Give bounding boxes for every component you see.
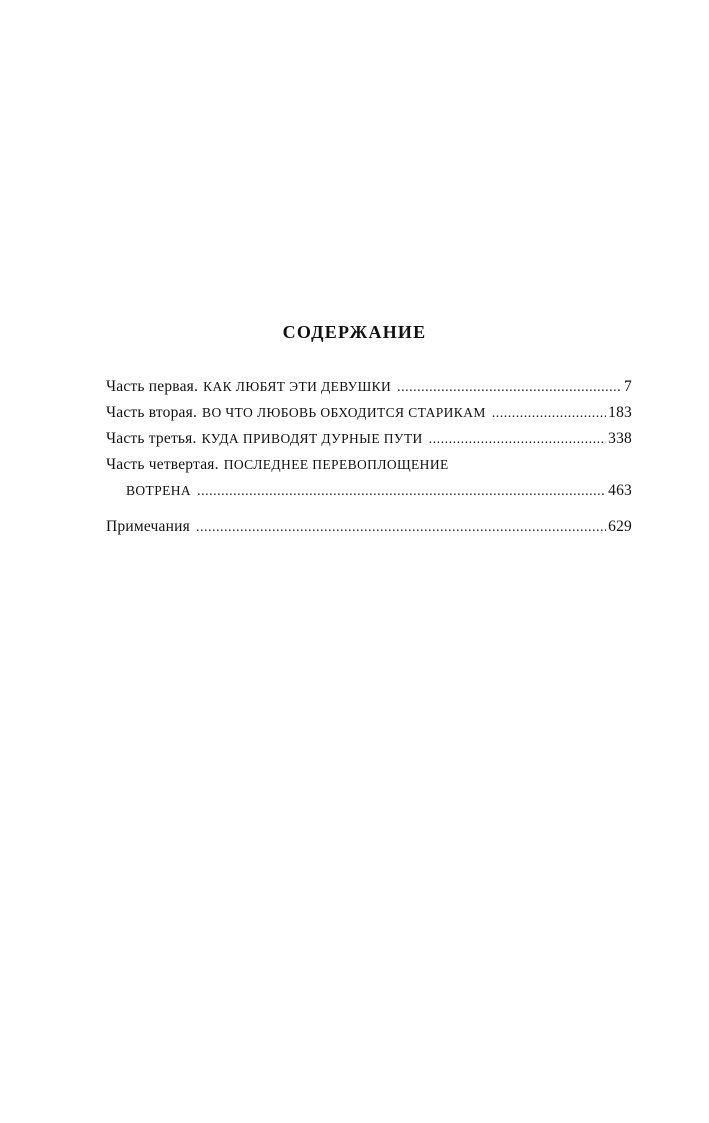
toc-part-label: Часть третья. bbox=[106, 430, 197, 447]
toc-part-label: Часть четвертая. bbox=[106, 456, 219, 473]
dot-leader bbox=[429, 427, 606, 453]
dot-leader bbox=[196, 515, 606, 541]
toc-entry-part-1[interactable] bbox=[106, 374, 632, 400]
toc-page-number: 183 bbox=[608, 404, 632, 421]
dot-leader bbox=[197, 479, 606, 505]
toc-page-number: 629 bbox=[608, 518, 632, 535]
toc-entry-continuation-line bbox=[106, 478, 632, 504]
toc-entry-part-3[interactable] bbox=[106, 426, 632, 452]
toc-part-title-continuation: ВОТРЕНА bbox=[126, 483, 192, 498]
toc-part-title: КАК ЛЮБЯТ ЭТИ ДЕВУШКИ bbox=[203, 379, 392, 394]
toc-page-number: 7 bbox=[624, 378, 632, 395]
table-of-contents bbox=[106, 374, 632, 540]
toc-part-title: ПОСЛЕДНЕЕ ПЕРЕВОПЛОЩЕНИЕ bbox=[223, 457, 449, 472]
toc-entry-part-2[interactable] bbox=[106, 400, 632, 426]
toc-entry-part-4[interactable] bbox=[106, 452, 632, 504]
toc-entry-line bbox=[106, 514, 632, 540]
toc-entry-notes[interactable] bbox=[106, 514, 632, 540]
toc-part-title: ВО ЧТО ЛЮБОВЬ ОБХОДИТСЯ СТАРИКАМ bbox=[202, 405, 486, 420]
toc-part-title: КУДА ПРИВОДЯТ ДУРНЫЕ ПУТИ bbox=[201, 431, 423, 446]
toc-entry-line bbox=[106, 452, 632, 478]
toc-part-label: Часть вторая. bbox=[106, 404, 198, 421]
toc-heading: СОДЕРЖАНИЕ bbox=[282, 322, 427, 342]
toc-page-number: 338 bbox=[608, 430, 632, 447]
dot-leader bbox=[492, 401, 606, 427]
toc-notes-label: Примечания bbox=[106, 518, 190, 535]
toc-entry-line bbox=[106, 400, 632, 426]
toc-entry-line bbox=[106, 426, 632, 452]
dot-leader bbox=[397, 375, 622, 401]
toc-page-number: 463 bbox=[608, 482, 632, 499]
toc-entry-line bbox=[106, 374, 632, 400]
toc-part-label: Часть первая. bbox=[106, 378, 199, 395]
